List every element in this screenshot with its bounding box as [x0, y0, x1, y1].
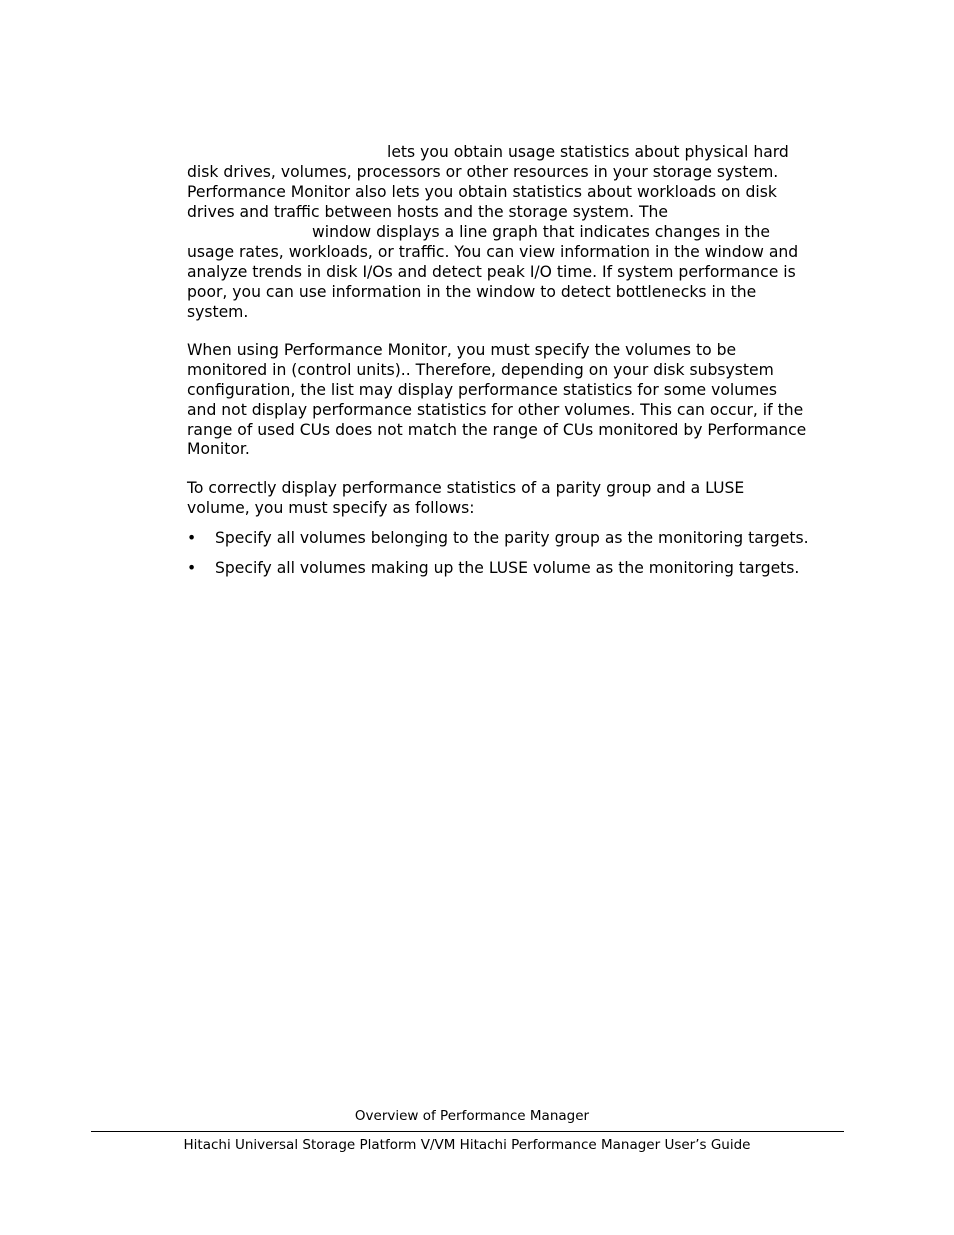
text-line: configuration, the list may display performance statistics for some volumes: [187, 381, 778, 399]
footer-section-title: [0, 1108, 954, 1124]
text-line: poor, you can use information in the window to detect bottlenecks in the: [187, 283, 757, 301]
text-line: window displays a line graph that indicates changes in the: [312, 223, 771, 241]
text-line: usage rates, workloads, or traffic. You can view information in the window and: [187, 243, 799, 261]
text-line: monitored in (control units).. Therefore, depending on your disk subsystem: [187, 361, 774, 379]
text-line: Performance Monitor also lets you obtain statistics about workloads on disk: [187, 183, 777, 201]
text-line: and not display performance statistics for other volumes. This can occur, if the: [187, 401, 804, 419]
text-line: When using Performance Monitor, you must specify the volumes to be: [187, 341, 737, 359]
text-line: volume, you must specify as follows:: [187, 499, 475, 517]
text-line: analyze trends in disk I/Os and detect peak I/O time. If system performance is: [187, 263, 796, 281]
text-line: To correctly display performance statistics of a parity group and a LUSE: [187, 479, 745, 497]
text-line: disk drives, volumes, processors or other resources in your storage system.: [187, 163, 779, 181]
footer-section-title-text: Overview of Performance Manager: [354, 1108, 590, 1124]
footer-guide-title: Hitachi Universal Storage Platform V/VM Hitachi Performance Manager User’s Guide: [183, 1137, 751, 1153]
footer-divider: [91, 1131, 844, 1132]
text-line: system.: [187, 303, 249, 321]
text-line: drives and traffic between hosts and the storage system. The: [187, 203, 668, 221]
text-line: range of used CUs does not match the range of CUs monitored by Performance: [187, 421, 807, 439]
bullet-icon: •: [187, 529, 197, 547]
text-line: lets you obtain usage statistics about physical hard: [387, 143, 789, 161]
list-item-text: Specify all volumes belonging to the parity group as the monitoring targets.: [215, 529, 809, 547]
bullet-icon: •: [187, 559, 197, 577]
text-line: Monitor.: [187, 440, 250, 458]
list-item-text: Specify all volumes making up the LUSE volume as the monitoring targets.: [215, 559, 800, 577]
